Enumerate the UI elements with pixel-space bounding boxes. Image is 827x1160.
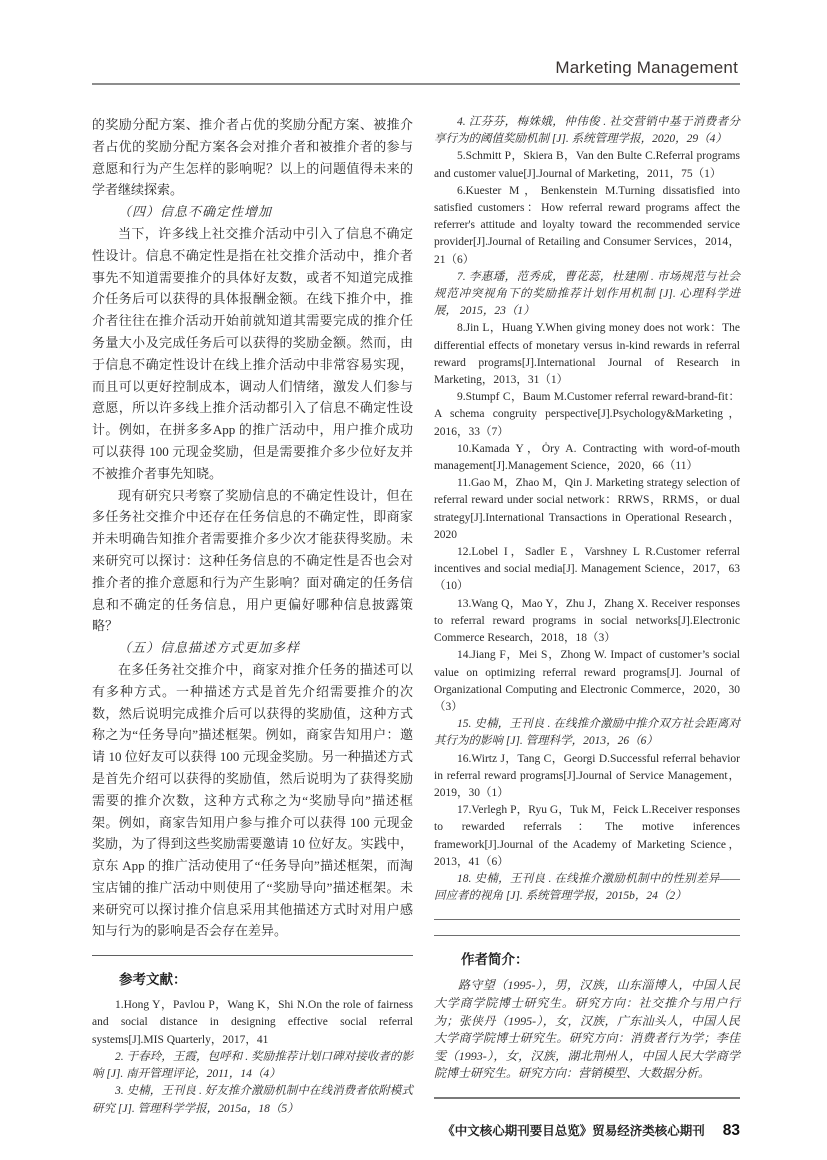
- reference-item: 12.Lobel I，Sadler E，Varshney L R.Customer referral incentives and social media[J]. Management Science，2017，63（10）: [434, 546, 740, 593]
- page-footer: [434, 1121, 740, 1140]
- references-list-right: [434, 114, 740, 905]
- references-heading: 参考文献：: [119, 972, 187, 988]
- author-section-divider: [434, 919, 740, 936]
- reference-item: 8.Jin L，Huang Y.When giving money does not work：The differential effects of monetary versus in-kind rewards in referral reward programs[J].International Journal of Research in Marketing，2013，31（1）: [434, 322, 740, 387]
- page-header-title: Marketing Management: [555, 58, 738, 77]
- reference-item: 5.Schmitt P，Skiera B，Van den Bulte C.Referral programs and customer value[J].Journal of Marketing，2011，75（1）: [434, 150, 740, 180]
- reference-item: 7. 李惠璠，范秀成，曹花蕊，杜建刚 . 市场规范与社会规范冲突视角下的奖励推荐计划作用机制 [J]. 心理科学进展， 2015，23（1）: [434, 270, 740, 318]
- paragraph: （四）信息不确定性增加: [118, 204, 273, 220]
- divider-rule-bottom: [434, 935, 740, 936]
- reference-item: 14.Jiang F，Mei S，Zhong W. Impact of customer’s social value on optimizing referral reward programs[J]. Journal of Organizational Computing and Electronic Commerce，2020，30（3）: [434, 649, 740, 713]
- reference-item: 13.Wang Q，Mao Y，Zhu J，Zhang X. Receiver responses to referral reward programs in social networks[J].Electronic Commerce Research，2018，18（3）: [434, 597, 740, 645]
- reference-item: 16.Wirtz J，Tang C，Georgi D.Successful referral behavior in referral reward programs[J].Journal of Service Management，2019，30（1）: [434, 752, 740, 799]
- page-content: [92, 58, 740, 1140]
- body-paragraphs: [92, 114, 413, 942]
- reference-item: 10.Kamada Y，Ȯry A. Contracting with word-of-mouth management[J].Management Science，2020，66（11）: [434, 442, 740, 473]
- paragraph: 现有研究只考察了奖励信息的不确定性设计，但在多任务社交推介中还存在任务信息的不确定性，即商家并未明确告知推介者需要推介多少次才能获得奖励。未来研究可以探讨：这种任务信息的不确定性是否也会对推介者的推介意愿和行为产生影响？面对确定的任务信息和不确定的任务信息，用户更偏好哪种信息披露策略？: [92, 487, 413, 634]
- author-bio: 路守望（1995-），男，汉族，山东淄博人，中国人民大学商学院博士研究生。研究方向：社交推介与用户行为；张侠丹（1995-），女，汉族，广东汕头人，中国人民大学商学院博士研究生。研究方向：消费者行为学；李佳雯（1993-），女，汉族，湖北荆州人，中国人民大学商学院博士研究生。研究方向：营销模型、大数据分析。: [434, 978, 740, 1081]
- references-divider: [92, 955, 413, 956]
- reference-item: 3. 史楠，王刊良 . 好友推介激励机制中在线消费者依附模式研究 [J]. 管理科学学报，2015a，18（5）: [92, 1085, 413, 1115]
- paragraph: 的奖励分配方案、推介者占优的奖励分配方案、被推介者占优的奖励分配方案各会对推介者和被推介者的参与意愿和行为产生怎样的影响呢？以上的问题值得未来的学者继续探索。: [92, 117, 413, 198]
- reference-item: 1.Hong Y，Pavlou P，Wang K，Shi N.On the role of fairness and social distance in designing effective social referral systems[J].MIS Quarterly，2017，41: [92, 999, 413, 1046]
- paragraph: 在多任务社交推介中，商家对推介任务的描述可以有多种方式。一种描述方式是首先介绍需要推介的次数，然后说明完成推介后可以获得的奖励值，这种方式称之为“任务导向”描述框架。例如，商家告知用户：邀请 10 位好友可以获得 100 元现金奖励。另一种描述方式是首先介绍可以获得的奖励值，然后说明为了获得奖励需要的推介次数，这种方式称之为“奖励导向”描述框架。例如，商家告知用户参与推介可以获得 100 元现金奖励，为了得到这些奖励需要邀请 10 位好友。实践中，京东 App 的推广活动使用了“任务导向”描述框架，而淘宝店铺的推广活动中则使用了“奖励导向”描述框架。未来研究可以探讨推介信息采用其他描述方式时对用户感知与行为的影响是否会存在差异。: [92, 661, 413, 939]
- author-heading: 作者简介：: [461, 952, 529, 968]
- two-column-layout: [92, 114, 740, 1140]
- header-rule: [92, 83, 740, 85]
- page-number: 83: [722, 1121, 740, 1139]
- references-list-left: [92, 997, 413, 1117]
- journal-name: 《中文核心期刊要目总览》贸易经济类核心期刊: [442, 1123, 705, 1138]
- paragraph: 当下，许多线上社交推介活动中引入了信息不确定性设计。信息不确定性是指在社交推介活动中，推介者事先不知道需要推介的具体好友数，或者不知道完成推介任务后可以获得的具体报酬金额。在线下推介中，推介者往往在推介活动开始前就知道其需要完成的推介任务量大小及完成任务后可以获得的奖励金额。然而，由于信息不确定性设计在线上推介活动中非常容易实现，而且可以更好控制成本，调动人们情绪，激发人们参与意愿，所以许多线上推介活动都引入了信息不确定性设计。例如，在拼多多App 的推广活动中，用户推介成功可以获得 100 元现金奖励，但是需要推介多少位好友并不被推介者事先知晓。: [92, 225, 413, 481]
- reference-item: 15. 史楠，王刊良 . 在线推介激励中推介双方社会距离对其行为的影响 [J]. 管理科学，2013，26（6）: [434, 718, 740, 748]
- reference-item: 18. 史楠，王刊良 . 在线推介激励机制中的性别差异——回应者的视角 [J]. 系统管理学报，2015b，24（2）: [434, 872, 740, 903]
- right-column: [434, 114, 740, 1140]
- reference-item: 2. 于春玲，王霞，包呼和 . 奖励推荐计划口碑对接收者的影响 [J]. 南开管理评论，2011，14（4）: [92, 1050, 413, 1081]
- left-column: [92, 114, 413, 1140]
- reference-item: 6.Kuester M，Benkenstein M.Turning dissatisfied into satisfied customers：How referral reward programs affect the referrer's attitude and loyalty toward the recommended service provider[J].Journal of Retailing and Consumer Services，2014，21（6）: [434, 184, 740, 266]
- divider-rule-top: [434, 919, 740, 920]
- paragraph: （五）信息描述方式更加多样: [118, 640, 301, 656]
- reference-item: 4. 江芬芬，梅姝娥，仲伟俊 . 社交营销中基于消费者分享行为的阈值奖励机制 [J]. 系统管理学报，2020，29（4）: [434, 116, 740, 146]
- reference-item: 17.Verlegh P，Ryu G，Tuk M，Feick L.Receiver responses to rewarded referrals：The motive inferences framework[J].Journal of the Academy of Marketing Science，2013，41（6）: [434, 804, 740, 868]
- footer-rule: [434, 1097, 740, 1099]
- reference-item: 11.Gao M，Zhao M，Qin J. Marketing strategy selection of referral reward under social network：RRWS，RRMS，or dual strategy[J].International Transactions in Operational Research，2020: [434, 477, 740, 541]
- reference-item: 9.Stumpf C，Baum M.Customer referral reward-brand-fit：A schema congruity perspective[J].Psychology&Marketing，2016，33（7）: [434, 391, 740, 438]
- page-header: [92, 58, 740, 85]
